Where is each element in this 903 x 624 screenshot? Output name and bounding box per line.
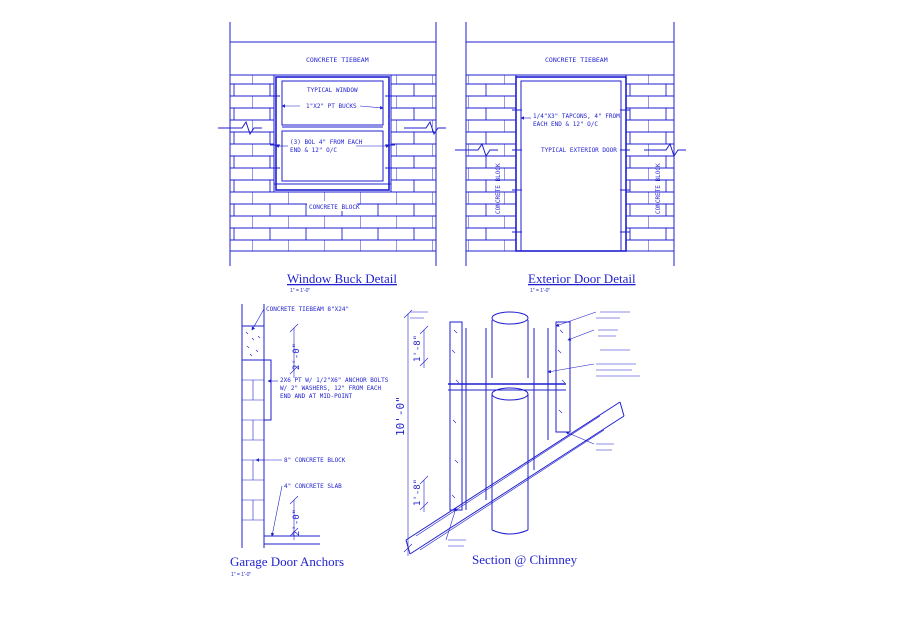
door-block-left-label: CONCRETE BLOCK bbox=[495, 163, 502, 214]
chimney-section-title: Section @ Chimney bbox=[472, 552, 578, 567]
anchor-label-3: END AND AT MID-POINT bbox=[280, 393, 353, 400]
garage-detail-title: Garage Door Anchors bbox=[230, 554, 345, 569]
window-bolts-label-1: (3) BOL 4" FROM EACH bbox=[290, 139, 363, 146]
door-detail-title: Exterior Door Detail bbox=[528, 271, 636, 286]
garage-block-label: 8" CONCRETE BLOCK bbox=[284, 457, 346, 464]
chimney-section-detail bbox=[394, 310, 640, 567]
exterior-door-detail bbox=[455, 22, 686, 294]
tapcons-label-2: EACH END & 12" O/C bbox=[533, 121, 599, 128]
tapcons-label-1: 1/4"X3" TAPCONS, 4" FROM bbox=[533, 113, 620, 120]
window-bolts-label-2: END & 12" O/C bbox=[290, 147, 337, 154]
door-tiebeam-label: CONCRETE TIEBEAM bbox=[545, 56, 608, 64]
typical-window-label: TYPICAL WINDOW bbox=[307, 87, 358, 94]
door-block-right-label: CONCRETE BLOCK bbox=[655, 163, 662, 214]
chimney-dim-lower: 1'-8" bbox=[413, 478, 423, 506]
door-detail-scale: 1" = 1'-0" bbox=[530, 288, 551, 294]
window-buck-detail bbox=[218, 22, 446, 294]
garage-dim-bottom: 2'-0" bbox=[292, 508, 302, 536]
window-tiebeam-label: CONCRETE TIEBEAM bbox=[306, 56, 369, 64]
garage-tiebeam-label: CONCRETE TIEBEAM 8"X24" bbox=[266, 306, 350, 313]
garage-slab-label: 4" CONCRETE SLAB bbox=[284, 483, 342, 490]
anchor-label-2: W/ 2" WASHERS, 12" FROM EACH bbox=[280, 385, 382, 392]
typical-exterior-door-label: TYPICAL EXTERIOR DOOR bbox=[541, 147, 617, 154]
chimney-dim-overall: 10'-0" bbox=[394, 396, 407, 436]
garage-door-anchors-detail bbox=[230, 304, 389, 578]
window-block-label: CONCRETE BLOCK bbox=[309, 204, 360, 211]
pt-bucks-label: 1"X2" PT BUCKS bbox=[306, 103, 357, 110]
garage-detail-scale: 1" = 1'-0" bbox=[231, 572, 252, 578]
chimney-dim-upper: 1'-8" bbox=[413, 334, 423, 362]
garage-dim-top: 2'-0" bbox=[292, 342, 302, 370]
anchor-label-1: 2X6 PT W/ 1/2"X6" ANCHOR BOLTS bbox=[280, 377, 389, 384]
window-detail-title: Window Buck Detail bbox=[287, 271, 397, 286]
window-detail-scale: 1" = 1'-0" bbox=[290, 288, 311, 294]
